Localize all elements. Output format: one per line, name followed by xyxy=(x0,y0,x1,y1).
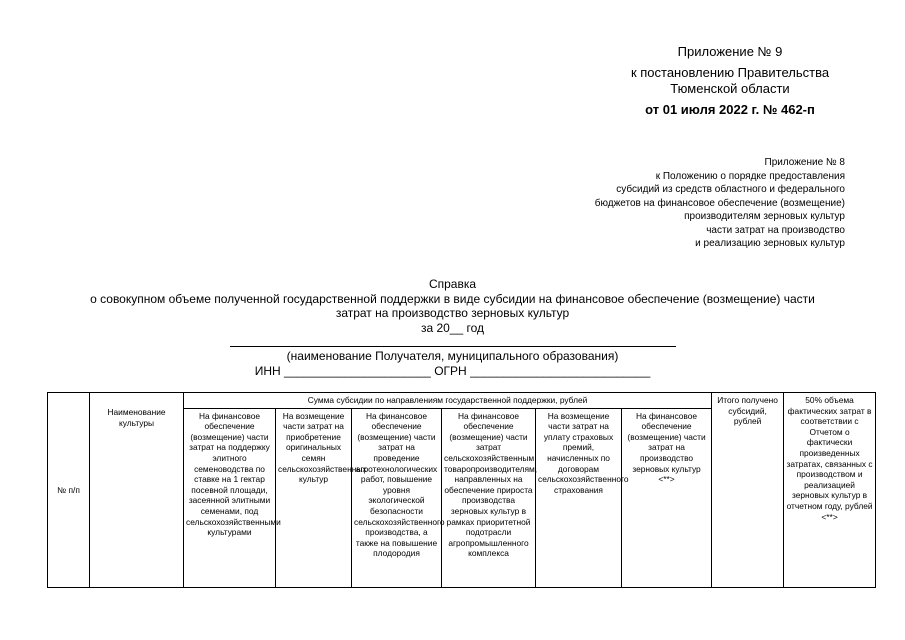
document-title xyxy=(0,277,905,335)
header-insurance xyxy=(536,408,629,587)
appendix-8-line: к Положению о порядке предоставления xyxy=(655,170,845,182)
header-insurance-text: На возмещение части затрат на уплату страховых премий, начисленных по договорам сельскохозяйственного страхования xyxy=(538,410,629,495)
header-half-costs-text: 50% объема фактических затрат в соответствии с Отчетом о фактически произведенных затратах, связанных с производством и реализацией зерновых культур в отчетном году, рублей <**> xyxy=(786,395,873,522)
header-grain-production xyxy=(622,408,712,587)
appendix-9-resolution: к постановлению Правительства xyxy=(630,65,830,80)
header-half-costs xyxy=(784,393,876,588)
appendix-9-date: от 01 июля 2022 г. № 462-п xyxy=(645,102,815,117)
inn-blank: ______________________ xyxy=(284,364,431,378)
header-elite-seeds-text: На финансовое обеспечение (возмещение) части затрат на поддержку элитного семеноводства по ставке на 1 гектар посевной площади, засеянной элитными семенами, под сельскохозяйственными культурами xyxy=(186,410,281,538)
recipient-caption: (наименование Получателя, муниципального образования) xyxy=(286,349,619,363)
appendix-8-line: Приложение № 8 xyxy=(764,157,845,168)
title-subject: о совокупном объеме полученной государственной поддержки в виде субсидии на финансовое обеспечение (возмещение) части xyxy=(90,291,815,306)
header-production-growth xyxy=(442,408,536,587)
header-elite-seeds xyxy=(184,408,281,587)
subsidy-table xyxy=(47,392,876,588)
inn-ogrn-row xyxy=(0,364,905,378)
ogrn-label: ОГРН xyxy=(434,364,467,378)
appendix-9-number: Приложение № 9 xyxy=(677,44,783,59)
title-year: за 20__ год xyxy=(420,320,485,335)
title-heading: Справка xyxy=(428,277,477,291)
title-subject-cont: затрат на производство зерновых культур xyxy=(335,306,570,321)
header-agrotech xyxy=(352,408,445,587)
header-total: Итого полученo субсидий, рублей xyxy=(712,393,784,588)
recipient-blank-line xyxy=(230,346,676,347)
header-subsidy-group: Сумма субсидии по направлениям государственной поддержки, рублей xyxy=(184,393,712,409)
appendix-8-header xyxy=(485,156,845,251)
header-grain-production-text: На финансовое обеспечение (возмещение) части затрат на производство зерновых культур <**> xyxy=(627,410,706,485)
appendix-8-line: производителям зерновых культур xyxy=(684,211,845,222)
header-original-seeds-text: На возмещение части затрат на приобретение оригинальных семян сельскохозяйственных культур xyxy=(278,410,367,485)
header-original-seeds xyxy=(276,408,367,587)
appendix-8-line: и реализацию зерновых культур xyxy=(695,238,845,249)
header-crop: Наименование культуры xyxy=(90,393,184,588)
ogrn-blank: ___________________________ xyxy=(470,364,651,378)
appendix-8-line: части затрат на производство xyxy=(706,224,845,236)
appendix-8-line: бюджетов на финансовое обеспечение (возмещение) xyxy=(594,197,845,209)
header-agrotech-text: На финансовое обеспечение (возмещение) части затрат на проведение агротехнологических работ, повышение уровня экологической безопасности сельскохозяйственного производства, а также на повышение плодородия xyxy=(354,410,445,559)
header-production-growth-text: На финансовое обеспечение (возмещение) части затрат сельскохозяйственным товаропроизводителям, направленных на обеспечение прироста производства зерновых культур в рамках приоритетной подотрасли агропромышленного комплекса xyxy=(444,410,538,559)
inn-label: ИНН xyxy=(254,364,281,378)
header-number: № п/п xyxy=(48,393,90,588)
appendix-8-line: субсидий из средств областного и федерального xyxy=(616,184,845,195)
appendix-9-header xyxy=(560,44,900,118)
appendix-9-region: Тюменской области xyxy=(670,81,790,96)
